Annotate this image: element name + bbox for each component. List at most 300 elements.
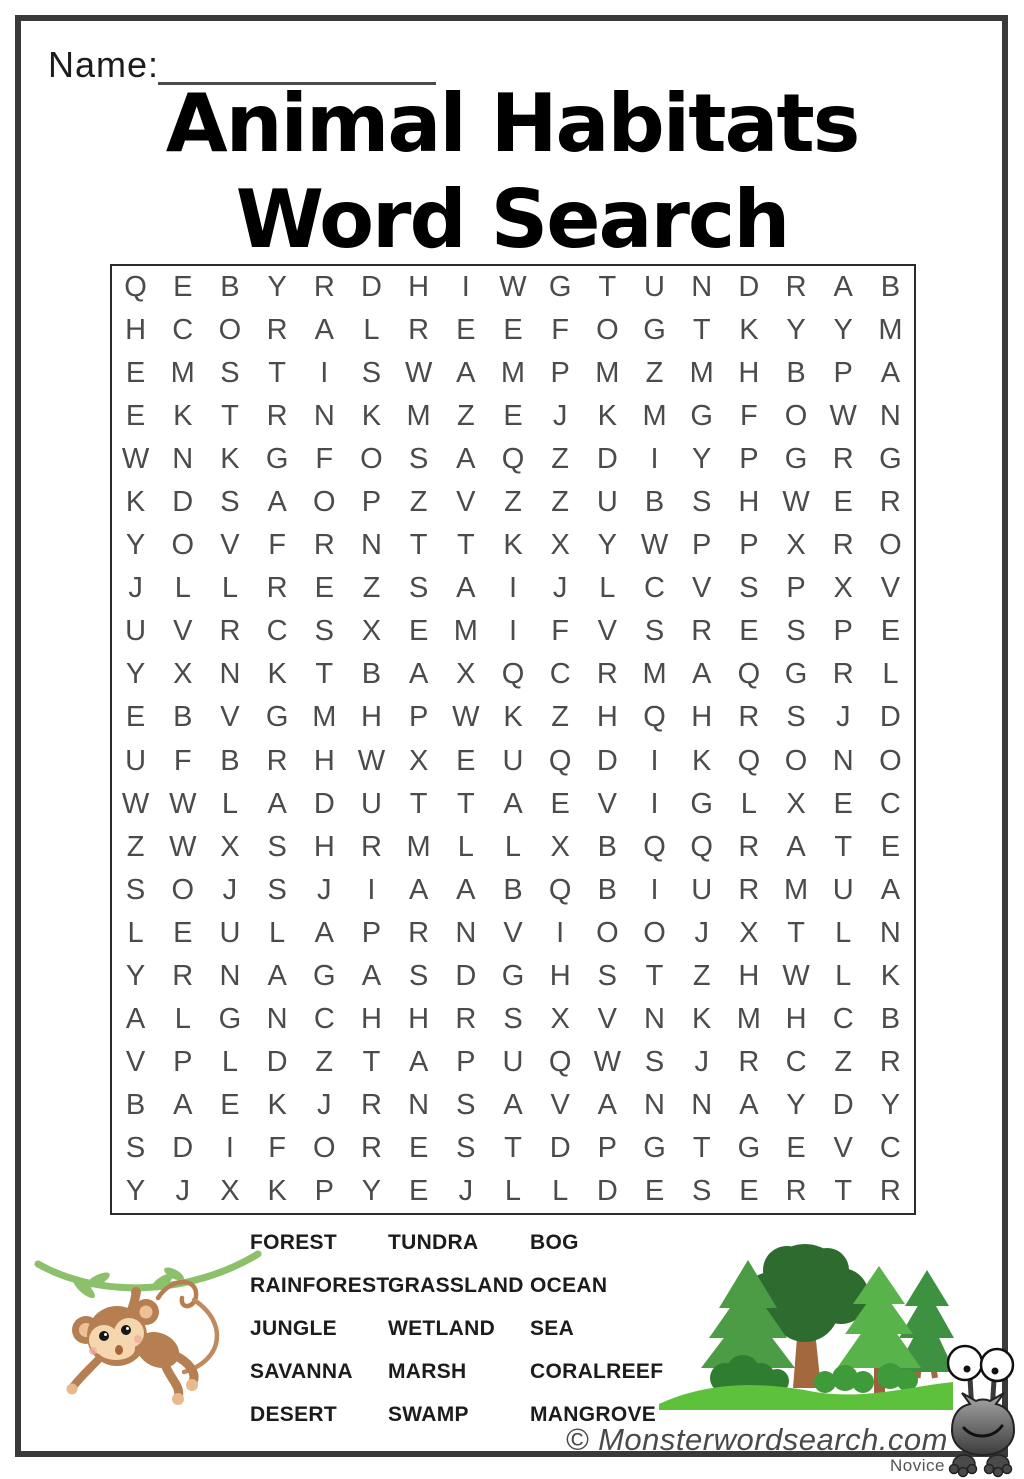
grid-letter[interactable]: S [692,486,712,519]
grid-letter[interactable]: M [783,873,809,906]
grid-letter[interactable]: E [173,271,193,304]
grid-letter[interactable]: K [503,701,523,734]
grid-letter[interactable]: S [408,572,429,605]
grid-letter[interactable]: E [644,1174,665,1207]
grid-letter[interactable]: X [173,658,193,691]
grid-letter[interactable]: W [499,271,527,304]
grid-letter[interactable]: P [739,443,759,476]
grid-letter[interactable]: L [174,1002,191,1035]
grid-letter[interactable]: W [452,701,480,734]
grid-letter[interactable]: O [218,314,242,347]
grid-letter[interactable]: H [738,959,760,992]
grid-letter[interactable]: K [503,529,523,562]
grid-letter[interactable]: D [360,271,382,304]
grid-letter[interactable]: L [882,658,899,691]
grid-letter[interactable]: K [173,400,193,433]
grid-letter[interactable]: G [879,443,902,476]
grid-letter[interactable]: N [266,1002,288,1035]
grid-letter[interactable]: A [833,271,853,304]
grid-letter[interactable]: Z [551,486,570,519]
grid-letter[interactable]: D [455,959,477,992]
grid-letter[interactable]: S [361,357,382,390]
grid-letter[interactable]: R [738,1045,760,1078]
grid-letter[interactable]: P [314,1174,334,1207]
grid-letter[interactable]: R [596,658,618,691]
grid-letter[interactable]: V [597,615,618,648]
grid-letter[interactable]: Y [361,1174,382,1207]
grid-letter[interactable]: A [456,443,476,476]
grid-letter[interactable]: L [127,916,144,949]
grid-letter[interactable]: A [408,658,429,691]
grid-letter[interactable]: S [739,572,759,605]
grid-letter[interactable]: B [597,873,618,906]
grid-letter[interactable]: O [643,916,666,949]
grid-letter[interactable]: Y [125,1174,146,1207]
grid-letter[interactable]: L [504,830,522,863]
grid-letter[interactable]: C [172,314,194,347]
grid-letter[interactable]: K [361,400,382,433]
grid-letter[interactable]: R [360,830,382,863]
grid-letter[interactable]: L [552,1174,569,1207]
grid-letter[interactable]: R [691,615,713,648]
grid-letter[interactable]: V [597,1002,618,1035]
grid-letter[interactable]: R [313,271,335,304]
grid-letter[interactable]: R [832,529,854,562]
grid-letter[interactable]: Z [551,701,570,734]
grid-letter[interactable]: Q [548,744,572,777]
grid-letter[interactable]: B [220,744,240,777]
grid-letter[interactable]: C [549,658,571,691]
grid-letter[interactable]: Y [833,314,853,347]
grid-letter[interactable]: X [361,615,382,648]
grid-letter[interactable]: B [786,357,806,390]
grid-letter[interactable]: C [313,1002,335,1035]
grid-letter[interactable]: E [880,830,901,863]
grid-letter[interactable]: R [879,1174,901,1207]
grid-letter[interactable]: E [408,1174,429,1207]
grid-letter[interactable]: P [597,1131,618,1164]
grid-letter[interactable]: W [782,486,810,519]
grid-letter[interactable]: Q [501,443,525,476]
grid-letter[interactable]: K [880,959,901,992]
grid-letter[interactable]: Y [786,314,806,347]
grid-letter[interactable]: E [833,787,853,820]
grid-letter[interactable]: Y [125,959,146,992]
grid-letter[interactable]: A [267,959,287,992]
grid-letter[interactable]: T [409,787,428,820]
grid-letter[interactable]: D [596,744,618,777]
grid-letter[interactable]: Z [834,1045,853,1078]
grid-letter[interactable]: N [691,1088,713,1121]
grid-letter[interactable]: E [456,314,476,347]
grid-letter[interactable]: Q [501,658,525,691]
grid-letter[interactable]: Y [125,529,146,562]
grid-letter[interactable]: H [691,701,713,734]
grid-letter[interactable]: G [313,959,336,992]
grid-letter[interactable]: H [549,959,571,992]
grid-letter[interactable]: S [786,615,806,648]
grid-letter[interactable]: H [738,357,760,390]
grid-letter[interactable]: R [360,1088,382,1121]
grid-letter[interactable]: R [360,1131,382,1164]
grid-letter[interactable]: G [643,314,666,347]
grid-letter[interactable]: M [736,1002,761,1035]
grid-letter[interactable]: B [503,873,523,906]
grid-letter[interactable]: R [738,701,760,734]
grid-letter[interactable]: V [597,787,618,820]
grid-letter[interactable]: N [408,1088,430,1121]
grid-letter[interactable]: O [171,529,195,562]
grid-letter[interactable]: G [690,787,713,820]
grid-letter[interactable]: F [268,529,286,562]
grid-letter[interactable]: K [692,744,712,777]
grid-letter[interactable]: Z [645,357,664,390]
grid-letter[interactable]: T [221,400,239,433]
grid-letter[interactable]: P [550,357,570,390]
grid-letter[interactable]: T [315,658,334,691]
grid-letter[interactable]: D [596,1174,618,1207]
grid-letter[interactable]: B [125,1088,146,1121]
grid-letter[interactable]: P [361,916,382,949]
grid-letter[interactable]: W [121,787,150,820]
grid-letter[interactable]: G [784,658,808,691]
grid-letter[interactable]: C [879,787,901,820]
grid-letter[interactable]: P [692,529,712,562]
grid-letter[interactable]: M [406,400,431,433]
grid-letter[interactable]: L [740,787,757,820]
grid-letter[interactable]: A [786,830,806,863]
grid-letter[interactable]: R [266,572,288,605]
grid-letter[interactable]: N [313,400,335,433]
grid-letter[interactable]: U [502,1045,524,1078]
grid-letter[interactable]: N [455,916,477,949]
grid-letter[interactable]: A [880,357,901,390]
grid-letter[interactable]: P [833,615,853,648]
grid-letter[interactable]: H [596,701,618,734]
grid-letter[interactable]: V [220,529,240,562]
grid-letter[interactable]: I [556,916,565,949]
grid-letter[interactable]: I [367,873,376,906]
grid-letter[interactable]: L [221,1045,238,1078]
grid-letter[interactable]: J [222,873,238,906]
grid-letter[interactable]: P [739,529,759,562]
grid-letter[interactable]: O [596,314,619,347]
grid-letter[interactable]: N [644,1088,665,1121]
grid-letter[interactable]: U [125,615,147,648]
grid-letter[interactable]: I [650,744,659,777]
grid-letter[interactable]: M [170,357,195,390]
grid-letter[interactable]: M [500,357,526,390]
grid-letter[interactable]: R [313,529,335,562]
grid-letter[interactable]: N [219,959,241,992]
grid-letter[interactable]: T [692,314,711,347]
grid-letter[interactable]: W [357,744,386,777]
grid-letter[interactable]: G [784,443,808,476]
grid-letter[interactable]: C [832,1002,854,1035]
grid-letter[interactable]: Y [880,1088,901,1121]
grid-letter[interactable]: U [691,873,713,906]
grid-letter[interactable]: D [879,701,901,734]
grid-letter[interactable]: C [879,1131,901,1164]
grid-letter[interactable]: I [320,357,329,390]
grid-letter[interactable]: S [125,1131,146,1164]
word-grid[interactable] [110,264,916,1215]
grid-letter[interactable]: H [408,1002,430,1035]
grid-letter[interactable]: Y [692,443,712,476]
grid-letter[interactable]: U [596,486,618,519]
grid-letter[interactable]: B [173,701,193,734]
grid-letter[interactable]: S [456,1088,476,1121]
grid-letter[interactable]: S [408,443,429,476]
grid-letter[interactable]: E [739,615,759,648]
grid-letter[interactable]: B [880,1002,901,1035]
grid-letter[interactable]: J [835,701,851,734]
grid-letter[interactable]: D [266,1045,288,1078]
grid-letter[interactable]: R [785,1174,807,1207]
grid-letter[interactable]: T [456,787,475,820]
grid-letter[interactable]: H [360,1002,382,1035]
grid-letter[interactable]: A [267,486,287,519]
grid-letter[interactable]: A [692,658,712,691]
grid-letter[interactable]: W [121,443,150,476]
grid-letter[interactable]: X [550,529,570,562]
grid-letter[interactable]: W [169,830,197,863]
grid-letter[interactable]: V [550,1088,570,1121]
grid-letter[interactable]: W [782,959,810,992]
grid-letter[interactable]: O [879,529,902,562]
grid-letter[interactable]: O [360,443,383,476]
grid-letter[interactable]: K [597,400,618,433]
grid-letter[interactable]: R [408,916,430,949]
grid-letter[interactable]: H [408,271,430,304]
grid-letter[interactable]: R [455,1002,477,1035]
grid-letter[interactable]: G [643,1131,666,1164]
grid-letter[interactable]: J [128,572,143,605]
grid-letter[interactable]: X [550,1002,570,1035]
grid-letter[interactable]: L [835,916,852,949]
grid-letter[interactable]: D [596,443,618,476]
grid-letter[interactable]: P [173,1045,193,1078]
grid-letter[interactable]: T [834,1174,853,1207]
grid-letter[interactable]: W [829,400,857,433]
grid-letter[interactable]: X [739,916,759,949]
grid-letter[interactable]: P [361,486,382,519]
grid-letter[interactable]: T [787,916,805,949]
grid-letter[interactable]: A [739,1088,759,1121]
grid-letter[interactable]: U [219,916,241,949]
grid-letter[interactable]: A [314,314,334,347]
grid-letter[interactable]: T [598,271,617,304]
grid-letter[interactable]: Q [548,1045,572,1078]
grid-letter[interactable]: L [835,959,852,992]
grid-letter[interactable]: Z [315,1045,334,1078]
grid-letter[interactable]: V [173,615,193,648]
grid-letter[interactable]: R [172,959,194,992]
grid-letter[interactable]: K [692,1002,712,1035]
grid-letter[interactable]: V [456,486,476,519]
grid-letter[interactable]: U [502,744,524,777]
grid-letter[interactable]: E [125,357,146,390]
grid-letter[interactable]: M [642,400,667,433]
grid-letter[interactable]: D [549,1131,571,1164]
grid-letter[interactable]: S [644,1045,665,1078]
grid-letter[interactable]: L [221,787,238,820]
grid-letter[interactable]: J [175,1174,190,1207]
grid-letter[interactable]: E [503,400,523,433]
grid-letter[interactable]: E [314,572,334,605]
grid-letter[interactable]: E [456,744,476,777]
grid-letter[interactable]: H [313,744,335,777]
grid-letter[interactable]: O [784,400,808,433]
grid-letter[interactable]: J [317,1088,332,1121]
grid-letter[interactable]: S [644,615,665,648]
grid-letter[interactable]: S [220,357,240,390]
grid-letter[interactable]: C [785,1045,807,1078]
grid-letter[interactable]: Q [737,658,761,691]
grid-letter[interactable]: E [408,615,429,648]
grid-letter[interactable]: V [503,916,523,949]
grid-letter[interactable]: S [408,959,429,992]
grid-letter[interactable]: Q [643,701,666,734]
grid-letter[interactable]: M [689,357,714,390]
grid-letter[interactable]: E [125,400,146,433]
grid-letter[interactable]: E [173,916,193,949]
grid-letter[interactable]: G [690,400,713,433]
grid-letter[interactable]: Y [267,271,287,304]
grid-letter[interactable]: Y [786,1088,806,1121]
grid-letter[interactable]: J [458,1174,474,1207]
grid-letter[interactable]: J [552,400,568,433]
grid-letter[interactable]: A [173,1088,193,1121]
grid-letter[interactable]: P [833,357,853,390]
grid-letter[interactable]: R [219,615,241,648]
grid-letter[interactable]: V [125,1045,146,1078]
grid-letter[interactable]: R [879,1045,901,1078]
grid-letter[interactable]: E [220,1088,240,1121]
grid-letter[interactable]: O [313,486,336,519]
grid-letter[interactable]: R [408,314,430,347]
grid-letter[interactable]: J [317,873,332,906]
grid-letter[interactable]: O [879,744,902,777]
grid-letter[interactable]: W [640,529,669,562]
grid-letter[interactable]: G [501,959,525,992]
grid-letter[interactable]: X [220,830,240,863]
grid-letter[interactable]: H [738,486,760,519]
grid-letter[interactable]: H [785,1002,807,1035]
grid-letter[interactable]: A [503,787,523,820]
grid-letter[interactable]: G [265,701,289,734]
grid-letter[interactable]: B [644,486,665,519]
grid-letter[interactable]: O [313,1131,336,1164]
grid-letter[interactable]: Q [690,830,713,863]
grid-letter[interactable]: Y [597,529,618,562]
grid-letter[interactable]: F [740,400,758,433]
grid-letter[interactable]: T [645,959,664,992]
grid-letter[interactable]: E [786,1131,806,1164]
grid-letter[interactable]: I [508,615,518,648]
grid-letter[interactable]: K [125,486,146,519]
grid-letter[interactable]: K [267,1174,287,1207]
grid-letter[interactable]: O [171,873,195,906]
grid-letter[interactable]: N [879,400,901,433]
grid-letter[interactable]: R [266,744,288,777]
grid-letter[interactable]: A [456,572,476,605]
grid-letter[interactable]: L [269,916,286,949]
grid-letter[interactable]: A [408,873,429,906]
grid-letter[interactable]: K [267,1088,287,1121]
grid-letter[interactable]: E [125,701,146,734]
grid-letter[interactable]: W [404,357,433,390]
grid-letter[interactable]: W [593,1045,622,1078]
grid-letter[interactable]: M [595,357,620,390]
grid-letter[interactable]: N [691,271,713,304]
grid-letter[interactable]: V [220,701,240,734]
grid-letter[interactable]: B [597,830,618,863]
grid-letter[interactable]: J [694,1045,709,1078]
grid-letter[interactable]: H [313,830,335,863]
grid-letter[interactable]: K [739,314,759,347]
grid-letter[interactable]: T [362,1045,381,1078]
grid-letter[interactable]: S [220,486,240,519]
grid-letter[interactable]: I [461,271,470,304]
grid-letter[interactable]: O [784,744,808,777]
grid-letter[interactable]: I [650,873,659,906]
grid-letter[interactable]: X [833,572,853,605]
grid-letter[interactable]: P [456,1045,476,1078]
grid-letter[interactable]: T [834,830,853,863]
grid-letter[interactable]: P [408,701,429,734]
grid-letter[interactable]: S [267,873,287,906]
grid-letter[interactable]: A [314,916,334,949]
grid-letter[interactable]: M [406,830,431,863]
grid-letter[interactable]: D [738,271,760,304]
grid-letter[interactable]: Q [548,873,572,906]
grid-letter[interactable]: X [786,787,806,820]
grid-letter[interactable]: X [408,744,429,777]
grid-letter[interactable]: B [361,658,382,691]
grid-letter[interactable]: N [832,744,854,777]
grid-letter[interactable]: R [832,443,854,476]
grid-letter[interactable]: I [650,443,659,476]
grid-letter[interactable]: L [599,572,616,605]
grid-letter[interactable]: N [360,529,382,562]
grid-letter[interactable]: R [738,830,760,863]
grid-letter[interactable]: A [267,787,287,820]
grid-letter[interactable]: A [361,959,382,992]
grid-letter[interactable]: K [220,443,240,476]
grid-letter[interactable]: L [363,314,380,347]
grid-letter[interactable]: N [879,916,901,949]
grid-letter[interactable]: F [173,744,192,777]
grid-letter[interactable]: M [878,314,903,347]
grid-letter[interactable]: I [508,572,518,605]
grid-letter[interactable]: F [551,314,570,347]
grid-letter[interactable]: L [221,572,238,605]
grid-letter[interactable]: O [596,916,619,949]
grid-letter[interactable]: M [312,701,337,734]
grid-letter[interactable]: W [169,787,197,820]
grid-letter[interactable]: J [552,572,568,605]
grid-letter[interactable]: N [644,1002,665,1035]
grid-letter[interactable]: D [313,787,335,820]
grid-letter[interactable]: H [360,701,382,734]
grid-letter[interactable]: S [786,701,806,734]
grid-letter[interactable]: C [266,615,288,648]
grid-letter[interactable]: T [409,529,428,562]
grid-letter[interactable]: S [692,1174,712,1207]
grid-letter[interactable]: R [266,314,288,347]
grid-letter[interactable]: Z [551,443,570,476]
